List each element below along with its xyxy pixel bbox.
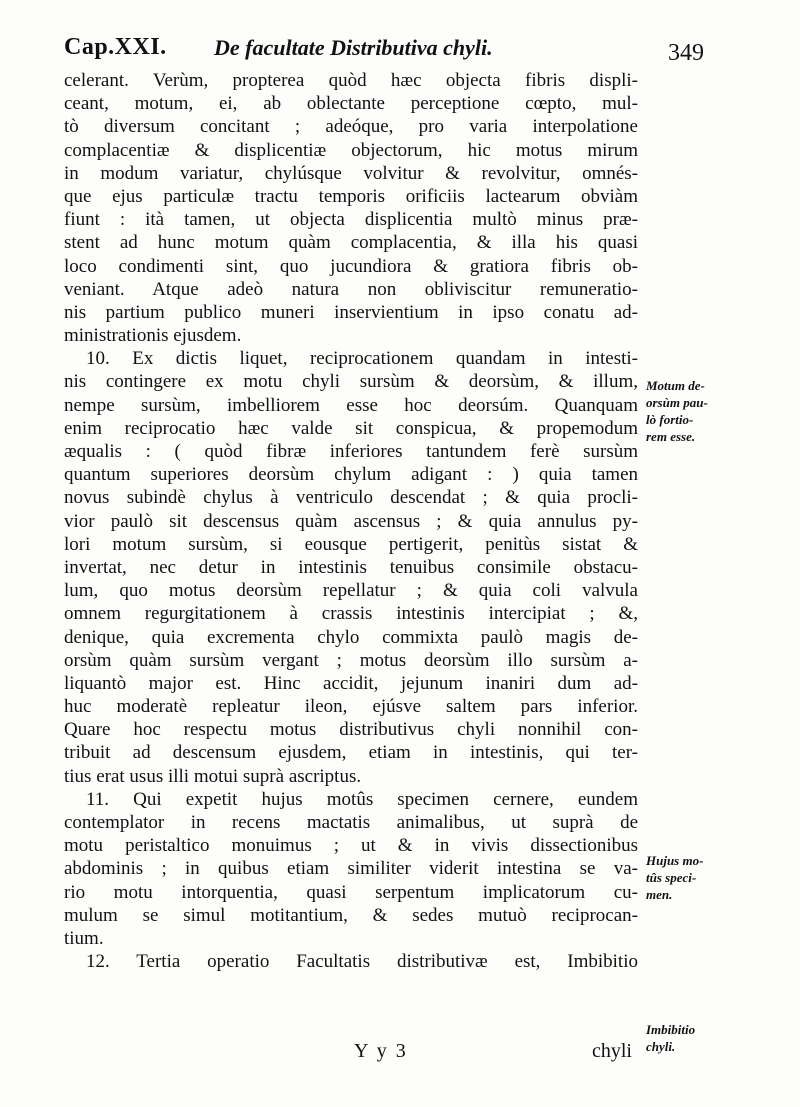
text-line: invertat, nec detur in intestinis tenuibus consimile obstacu-: [64, 556, 638, 578]
text-line: rio motu intorquentia, quasi serpentum implicatorum cu-: [64, 881, 638, 903]
text-line: denique, quia excrementa chylo commixta paulò magis de-: [64, 626, 638, 648]
text-line: celerant. Verùm, propterea quòd hæc objecta fibris displi-: [64, 70, 638, 91]
catchword: chyli: [592, 1040, 632, 1062]
running-head: [64, 34, 704, 70]
margin-note-imbibitio: [646, 1021, 796, 1055]
text-line: liquantò major est. Hinc accidit, jejunum inaniri dum ad-: [64, 672, 638, 694]
text-line: stent ad hunc motum quàm complacentia, & illa his quasi: [64, 232, 638, 254]
chapter-label: Cap.XXI.: [64, 34, 167, 60]
text-line: abdominis ; in quibus etiam similiter viderit intestina se va-: [64, 858, 638, 880]
text-line: complacentiæ & displicentiæ objectorum, hic motus mirum: [64, 139, 638, 161]
text-line: tius erat usus illi motui suprà ascriptus.: [64, 765, 362, 787]
margin-note-line: orsùm pau-: [646, 395, 708, 410]
text-line: motu peristaltico monuimus ; ut & in vivis dissectionibus: [64, 835, 638, 857]
text-line: nempe sursùm, imbelliorem esse hoc deorsúm. Quanquam: [64, 394, 638, 416]
text-line: novus subindè chylus à ventriculo descendat ; & quia procli-: [64, 487, 638, 509]
text-line: Quare hoc respectu motus distributivus chyli nonnihil con-: [64, 719, 638, 741]
text-line: contemplator in recens mactatis animalibus, ut suprà de: [64, 812, 638, 833]
text-line: in modum variatur, chylúsque volvitur & revolvitur, omnés-: [64, 162, 638, 184]
text-line: tribuit ad descensum ejusdem, etiam in intestinis, qui ter-: [64, 742, 638, 764]
text-line: veniant. Atque adeò natura non obliviscitur remuneratio-: [64, 278, 638, 300]
text-line: orsùm quàm sursùm vergant ; motus deorsùm illo sursùm a-: [64, 649, 638, 671]
text-line: ceant, motum, ei, ab oblectante perceptione cœpto, mul-: [64, 93, 638, 115]
text-line: lori motum sursùm, si eousque pertigerit, penitùs sistat &: [64, 533, 638, 555]
page-number: 349: [668, 40, 704, 66]
text-line: loco condimenti sint, quo jucundiora & gratiora fibris ob-: [64, 255, 638, 277]
margin-note-line: chyli.: [646, 1039, 676, 1054]
text-line: tò diversum concitant ; adeóque, pro varia interpolatione: [64, 116, 638, 138]
margin-note-hujus: [646, 852, 796, 903]
text-line: omnem regurgitationem à crassis intestinis intercipiat ; &,: [64, 603, 638, 625]
text-line: mulum se simul motitantium, & sedes mutuò reciprocan-: [64, 904, 638, 926]
text-line: æqualis : ( quòd fibræ inferiores tantundem ferè sursùm: [64, 441, 638, 462]
text-line: enim reciprocatio hæc valde sit conspicua, & propemodum: [64, 417, 638, 439]
text-line: 11. Qui expetit hujus motûs specimen cernere, eundem: [86, 788, 638, 810]
text-line: 12. Tertia operatio Facultatis distributivæ est, Imbibitio: [86, 951, 638, 973]
body-text: [64, 69, 638, 973]
margin-note-line: Imbibitio: [646, 1022, 696, 1037]
text-line: nis partium publico muneri inservientium in ipso conatu ad-: [64, 301, 638, 323]
text-line: nis contingere ex motu chyli sursùm & deorsùm, & illum,: [64, 371, 638, 393]
text-line: fiunt : ità tamen, ut objecta displicentia multò minus præ-: [64, 209, 638, 231]
text-line: que ejus particulæ tractu temporis orificiis lactearum obviàm: [64, 185, 638, 207]
text-line: vior paulò sit descensus quàm ascensus ; & quia annulus py-: [64, 510, 638, 532]
margin-note-line: Motum de-: [646, 378, 705, 393]
margin-note-line: tûs speci-: [646, 870, 697, 885]
text-line: quantum superiores deorsùm chylum adigant : ) quia tamen: [64, 464, 638, 486]
text-line: lum, quo motus deorsùm repellatur ; & quia coli valvula: [64, 580, 638, 602]
margin-note-line: Hujus mo-: [646, 853, 704, 868]
text-line: ministrationis ejusdem.: [64, 325, 242, 347]
margin-note-line: men.: [646, 887, 673, 902]
text-line: huc moderatè repleatur ileon, ejúsve saltem pars inferior.: [64, 696, 638, 718]
running-title: De facultate Distributiva chyli.: [214, 35, 493, 60]
signature-mark: Y y 3: [354, 1040, 408, 1062]
margin-note-line: rem esse.: [646, 429, 696, 444]
text-line: 10. Ex dictis liquet, reciprocationem quandam in intesti-: [86, 348, 638, 370]
text-line: tium.: [64, 927, 104, 949]
margin-note-motum: [646, 377, 796, 445]
margin-note-line: lò fortio-: [646, 412, 694, 427]
